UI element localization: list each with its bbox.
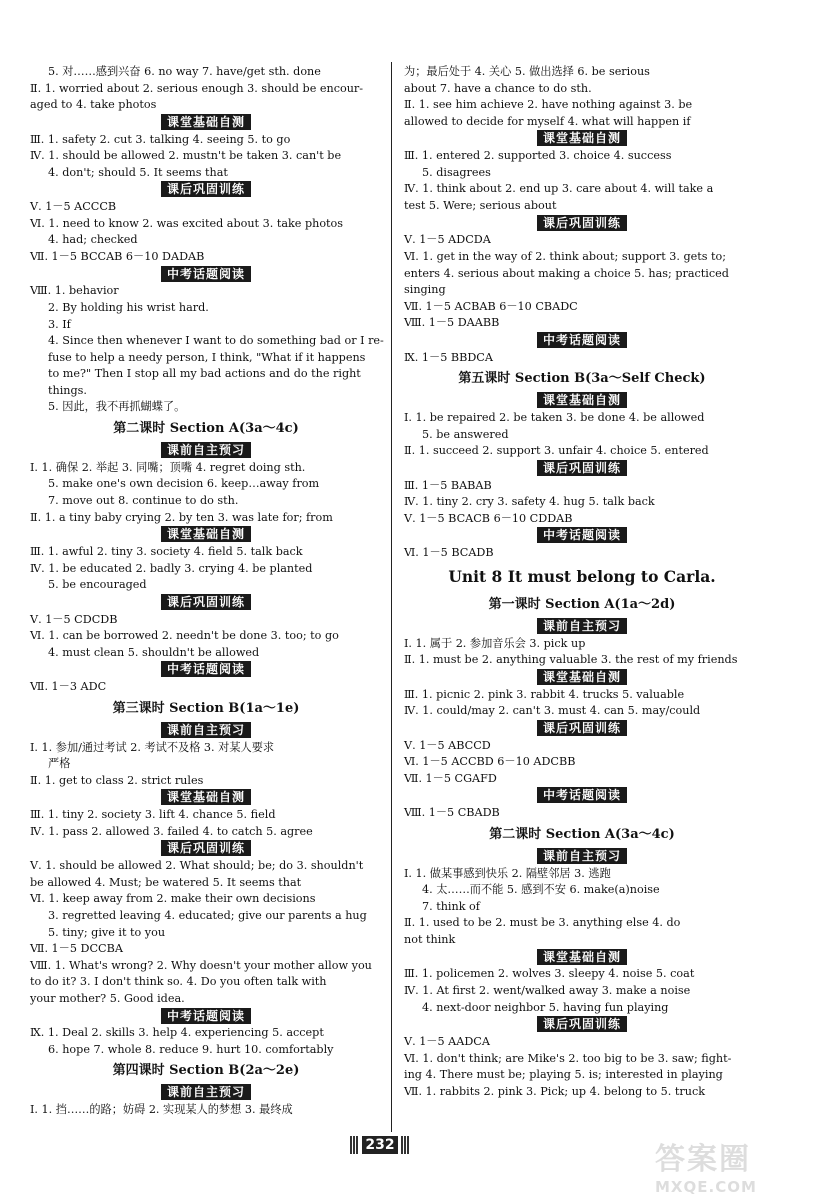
section-banner-row [404, 720, 760, 738]
section-banner: 课堂基础自测 [537, 392, 627, 408]
section-banner-row [30, 266, 382, 284]
section-banner-row [30, 114, 382, 132]
answer-line: 5. make one's own decision 6. keep…away from [48, 477, 320, 491]
section-banner: 课后巩固训练 [161, 181, 251, 197]
answer-line: Ⅲ. 1. picnic 2. pink 3. rabbit 4. trucks 5. valuable [404, 687, 685, 701]
answer-line: 5. tiny; give it to you [48, 925, 166, 939]
section-banner-row [404, 215, 760, 233]
page-number [340, 1136, 420, 1160]
left-column [30, 64, 382, 1119]
answer-line: test 5. Were; serious about [404, 198, 557, 212]
answer-line: Ⅲ. 1. policemen 2. wolves 3. sleepy 4. noise 5. coat [404, 967, 695, 981]
answer-line: Ⅱ. 1. must be 2. anything valuable 3. the rest of my friends [404, 653, 738, 667]
answer-line: Ⅱ. 1. see him achieve 2. have nothing against 3. be [404, 98, 693, 112]
answer-line: Ⅶ. 1－3 ADC [30, 680, 107, 694]
answer-line: your mother? 5. Good idea. [30, 991, 185, 1005]
unit-title: Unit 8 It must belong to Carla. [448, 566, 716, 586]
answer-line: Ⅳ. 1. think about 2. end up 3. care about 4. will take a [404, 182, 714, 196]
answer-line: Ⅰ. 1. 做某事感到快乐 2. 隔壁邻居 3. 逃跑 [404, 866, 611, 880]
answer-line: Ⅸ. 1－5 BBDCA [404, 350, 493, 364]
answer-line: Ⅶ. 1. rabbits 2. pink 3. Pick; up 4. belong to 5. truck [404, 1084, 705, 1098]
section-banner-row [404, 848, 760, 866]
answer-line: Ⅰ. 1. 挡……的路；妨碍 2. 实现某人的梦想 3. 最终成 [30, 1103, 293, 1117]
section-banner-row [404, 1016, 760, 1034]
answer-line: Ⅰ. 1. 确保 2. 举起 3. 同嘴；顶嘴 4. regret doing sth. [30, 460, 306, 474]
answer-line: Ⅴ. 1－5 AADCA [404, 1034, 490, 1048]
section-banner: 课前自主预习 [537, 618, 627, 634]
section-banner-row [404, 669, 760, 687]
answer-line: Ⅰ. 1. 属于 2. 参加音乐会 3. pick up [404, 636, 586, 650]
answer-line: Ⅵ. 1－5 ACCBD 6－10 ADCBB [404, 755, 576, 769]
answer-line: 4. next-door neighbor 5. having fun playing [422, 1000, 669, 1014]
section-banner: 课后巩固训练 [537, 1016, 627, 1032]
answer-line: 4. don't; should 5. It seems that [48, 165, 228, 179]
answer-line: be allowed 4. Must; be watered 5. It seems that [30, 875, 302, 889]
answer-line: 4. must clean 5. shouldn't be allowed [48, 645, 260, 659]
lesson-heading: 第二课时 Section A(3a～4c) [489, 826, 675, 842]
column-divider [391, 62, 392, 1132]
section-banner: 课后巩固训练 [537, 720, 627, 736]
answer-line: 为；最后处于 4. 关心 5. 做出选择 6. be serious [404, 65, 650, 78]
answer-line: Ⅱ. 1. succeed 2. support 3. unfair 4. choice 5. entered [404, 444, 709, 458]
right-column [404, 64, 760, 1100]
answer-line: 4. 太……而不能 5. 感到不安 6. make(a)noise [422, 883, 660, 897]
answer-line: Ⅸ. 1. Deal 2. skills 3. help 4. experiencing 5. accept [30, 1026, 324, 1040]
answer-line: Ⅲ. 1. tiny 2. society 3. lift 4. chance 5. field [30, 808, 276, 822]
answer-line: 5. 对……感到兴奋 6. no way 7. have/get sth. done [48, 65, 321, 78]
section-banner: 课前自主预习 [161, 442, 251, 458]
answer-line: 6. hope 7. whole 8. reduce 9. hurt 10. comfortably [48, 1042, 334, 1056]
page-number-right-bars [401, 1136, 410, 1154]
answer-line: Ⅷ. 1. What's wrong? 2. Why doesn't your mother allow you [30, 958, 372, 972]
answer-line: Ⅲ. 1. awful 2. tiny 3. society 4. field 5. talk back [30, 545, 303, 559]
answer-line: allowed to decide for myself 4. what will happen if [404, 114, 691, 128]
section-banner: 课后巩固训练 [537, 215, 627, 231]
answer-line: Ⅷ. 1. behavior [30, 284, 119, 298]
section-banner: 中考话题阅读 [161, 1008, 251, 1024]
answer-line: Ⅳ. 1. At first 2. went/walked away 3. make a noise [404, 983, 691, 997]
answer-line: Ⅳ. 1. be educated 2. badly 3. crying 4. be planted [30, 561, 313, 575]
answer-line: 5. disagrees [422, 165, 491, 179]
section-banner-row [404, 332, 760, 350]
answer-line: 5. be encouraged [48, 578, 147, 592]
answer-line: aged to 4. take photos [30, 98, 157, 112]
answer-line: Ⅲ. 1－5 BABAB [404, 478, 492, 492]
section-banner: 课堂基础自测 [161, 789, 251, 805]
section-banner-row [404, 130, 760, 148]
answer-line: fuse to help a needy person, I think, "What if it happens [48, 350, 366, 364]
answer-line: 2. By holding his wrist hard. [48, 300, 209, 314]
section-banner-row [30, 181, 382, 199]
answer-line: 5. be answered [422, 427, 509, 441]
page-number-value: 232 [362, 1136, 397, 1154]
answer-line: 严格 [48, 757, 71, 771]
answer-line: Ⅵ. 1－5 BCADB [404, 546, 494, 560]
answer-line: Ⅴ. 1. should be allowed 2. What should; be; do 3. shouldn't [30, 859, 364, 873]
answer-line: Ⅵ. 1. can be borrowed 2. needn't be done 3. too; to go [30, 629, 339, 643]
section-banner: 中考话题阅读 [537, 787, 627, 803]
answer-line: Ⅱ. 1. a tiny baby crying 2. by ten 3. was late for; from [30, 510, 333, 524]
section-banner-row [30, 526, 382, 544]
answer-line: 3. regretted leaving 4. educated; give our parents a hug [48, 908, 367, 922]
section-banner-row [30, 594, 382, 612]
section-banner: 课堂基础自测 [537, 949, 627, 965]
answer-line: enters 4. serious about making a choice 5. has; practiced [404, 266, 729, 280]
section-banner-row [404, 949, 760, 967]
answer-line: Ⅶ. 1－5 CGAFD [404, 771, 497, 785]
section-banner-row [30, 661, 382, 679]
section-banner: 中考话题阅读 [537, 332, 627, 348]
section-banner-row [404, 618, 760, 636]
section-banner-row [404, 392, 760, 410]
answer-line: Ⅶ. 1－5 BCCAB 6－10 DADAB [30, 249, 205, 263]
section-banner: 课前自主预习 [161, 722, 251, 738]
lesson-heading: 第三课时 Section B(1a～1e) [112, 700, 300, 716]
section-banner: 课前自主预习 [537, 848, 627, 864]
lesson-heading: 第二课时 Section A(3a～4c) [113, 421, 299, 437]
lesson-heading: 第四课时 Section B(2a～2e) [112, 1063, 300, 1079]
answer-line: Ⅳ. 1. could/may 2. can't 3. must 4. can 5. may/could [404, 704, 701, 718]
section-banner-row [30, 840, 382, 858]
answer-line: Ⅷ. 1－5 DAABB [404, 316, 500, 330]
answer-line: Ⅲ. 1. safety 2. cut 3. talking 4. seeing 5. to go [30, 132, 291, 146]
answer-line: Ⅳ. 1. tiny 2. cry 3. safety 4. hug 5. talk back [404, 495, 655, 509]
lesson-heading: 第五课时 Section B(3a～Self Check) [458, 371, 706, 387]
page-number-left-bars [350, 1136, 359, 1154]
answer-line: not think [404, 932, 456, 946]
answer-line: Ⅴ. 1－5 CDCDB [30, 612, 118, 626]
answer-line: ing 4. There must be; playing 5. is; interested in playing [404, 1068, 723, 1082]
section-banner-row [30, 1008, 382, 1026]
watermark-logo [655, 1134, 805, 1196]
section-banner: 课前自主预习 [161, 1084, 251, 1100]
section-banner: 中考话题阅读 [537, 527, 627, 543]
answer-line: 7. move out 8. continue to do sth. [48, 494, 239, 508]
answer-line: 4. Since then whenever I want to do something bad or I re- [48, 334, 384, 348]
answer-line: about 7. have a chance to do sth. [404, 81, 592, 95]
answer-line: Ⅰ. 1. 参加/通过考试 2. 考试不及格 3. 对某人要求 [30, 740, 275, 754]
section-banner: 课堂基础自测 [537, 130, 627, 146]
section-banner-row [404, 460, 760, 478]
answer-line: Ⅱ. 1. used to be 2. must be 3. anything else 4. do [404, 916, 681, 930]
answer-line: 5. 因此，我不再抓蝴蝶了。 [48, 400, 186, 414]
answer-line: Ⅱ. 1. worried about 2. serious enough 3. should be encour- [30, 81, 364, 95]
answer-line: Ⅵ. 1. get in the way of 2. think about; support 3. gets to; [404, 249, 727, 263]
section-banner: 课堂基础自测 [161, 114, 251, 130]
section-banner-row [404, 527, 760, 545]
answer-line: 7. think of [422, 899, 480, 913]
section-banner-row [30, 442, 382, 460]
answer-line: Ⅴ. 1－5 ACCCB [30, 200, 117, 214]
section-banner: 课后巩固训练 [161, 594, 251, 610]
answer-line: things. [48, 383, 87, 397]
answer-line: Ⅶ. 1－5 DCCBA [30, 942, 123, 956]
section-banner: 课堂基础自测 [161, 526, 251, 542]
answer-line: 3. If [48, 317, 71, 331]
section-banner: 中考话题阅读 [161, 266, 251, 282]
answer-line: singing [404, 283, 446, 297]
section-banner: 课堂基础自测 [537, 669, 627, 685]
lesson-heading: 第一课时 Section A(1a～2d) [488, 596, 676, 612]
answer-line: Ⅱ. 1. get to class 2. strict rules [30, 773, 204, 787]
watermark-bottom: MXQE.COM [655, 1178, 757, 1196]
answer-line: Ⅵ. 1. need to know 2. was excited about 3. take photos [30, 216, 344, 230]
section-banner-row [30, 722, 382, 740]
answer-line: Ⅵ. 1. keep away from 2. make their own decisions [30, 892, 316, 906]
answer-line: Ⅶ. 1－5 ACBAB 6－10 CBADC [404, 299, 578, 313]
answer-line: Ⅴ. 1－5 ABCCD [404, 738, 491, 752]
answer-line: to do it? 3. I don't think so. 4. Do you often talk with [30, 975, 327, 989]
section-banner: 课后巩固训练 [537, 460, 627, 476]
section-banner: 中考话题阅读 [161, 661, 251, 677]
answer-line: Ⅲ. 1. entered 2. supported 3. choice 4. success [404, 149, 672, 163]
answer-line: Ⅳ. 1. pass 2. allowed 3. failed 4. to catch 5. agree [30, 824, 313, 838]
answer-line: Ⅵ. 1. don't think; are Mike's 2. too big to be 3. saw; fight- [404, 1051, 732, 1065]
answer-line: Ⅰ. 1. be repaired 2. be taken 3. be done 4. be allowed [404, 411, 705, 425]
answer-line: 4. had; checked [48, 233, 138, 247]
section-banner-row [30, 789, 382, 807]
answer-line: Ⅴ. 1－5 BCACB 6－10 CDDAB [404, 511, 573, 525]
section-banner-row [404, 787, 760, 805]
answer-line: Ⅳ. 1. should be allowed 2. mustn't be taken 3. can't be [30, 149, 342, 163]
answer-line: Ⅴ. 1－5 ADCDA [404, 233, 491, 247]
watermark-top: 答案圈 [655, 1142, 751, 1177]
section-banner: 课后巩固训练 [161, 840, 251, 856]
section-banner-row [30, 1084, 382, 1102]
answer-line: Ⅷ. 1－5 CBADB [404, 806, 500, 820]
answer-line: to me?" Then I stop all my bad actions and do the right [48, 367, 361, 381]
